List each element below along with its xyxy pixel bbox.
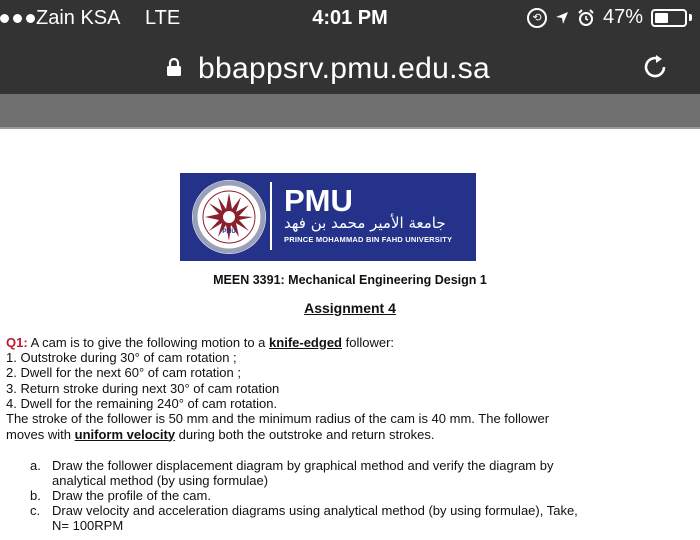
- assignment-title: [0, 300, 700, 316]
- task-item: [30, 503, 645, 533]
- carrier-name: Zain KSA: [36, 7, 121, 29]
- question-intro: [6, 335, 394, 350]
- question-label: Q1:: [6, 335, 28, 350]
- paragraph-text: moves with: [6, 426, 75, 442]
- motion-list: [6, 350, 279, 411]
- paragraph-keyword: uniform velocity: [74, 426, 176, 442]
- task-text: analytical method (by using formulae): [52, 473, 269, 488]
- battery-tip: [689, 14, 692, 21]
- rotation-lock-icon: ⟲: [527, 8, 547, 28]
- paragraph-line: The stroke of the follower is 50 mm and the minimum radius of the cam is 40 mm. The follower: [6, 411, 550, 426]
- assignment-title-text: Assignment 4: [304, 300, 396, 316]
- network-type: LTE: [145, 7, 181, 29]
- task-letter: a.: [30, 458, 41, 473]
- battery-level: [655, 13, 668, 23]
- list-item: 1. Outstroke during 30° of cam rotation ;: [6, 350, 237, 365]
- location-icon: [555, 11, 569, 25]
- lock-icon: [166, 58, 182, 76]
- logo-acronym: PMU: [284, 183, 353, 218]
- url-text[interactable]: bbappsrv.pmu.edu.sa: [198, 52, 490, 85]
- task-item: [30, 488, 645, 503]
- alarm-icon: [577, 9, 595, 27]
- seal-label: PMU: [222, 229, 236, 235]
- logo-divider: [270, 182, 272, 250]
- task-text: Draw the follower displacement diagram by graphical method and verify the diagram by: [52, 458, 554, 473]
- task-letter: c.: [30, 503, 41, 518]
- logo-arabic-name: جامعة الأمير محمد بن فهد: [284, 214, 446, 232]
- toolbar-strip: [0, 94, 700, 128]
- toolbar-divider: [0, 127, 700, 129]
- task-letter: b.: [30, 488, 41, 503]
- university-seal-icon: [191, 179, 267, 255]
- task-text: N= 100RPM: [52, 518, 124, 533]
- reload-icon[interactable]: [640, 52, 670, 82]
- question-intro-end: follower:: [342, 335, 395, 350]
- paragraph-text: during both the outstroke and return strokes.: [175, 426, 435, 442]
- question-keyword: knife-edged: [269, 335, 342, 350]
- question-paragraph: [6, 411, 696, 442]
- question-intro-text: A cam is to give the following motion to a: [27, 335, 270, 350]
- status-icons: [527, 6, 692, 29]
- task-text: Draw the profile of the cam.: [52, 488, 211, 503]
- list-item: 2. Dwell for the next 60° of cam rotation ;: [6, 365, 241, 381]
- list-item: 3. Return stroke during next 30° of cam rotation: [6, 380, 280, 396]
- paragraph-line: [6, 427, 696, 443]
- course-title: MEEN 3391: Mechanical Engineering Design 1: [213, 273, 487, 287]
- status-time: 4:01 PM: [312, 7, 388, 29]
- battery-icon: [651, 9, 687, 27]
- battery-percent: 47%: [602, 6, 643, 28]
- task-item: [30, 458, 645, 488]
- status-bar: [0, 0, 700, 38]
- task-text: Draw velocity and acceleration diagrams using analytical method (by using formulae), Take,: [52, 503, 578, 518]
- list-item: 4. Dwell for the remaining 240° of cam rotation.: [6, 395, 278, 411]
- logo-english-name: PRINCE MOHAMMAD BIN FAHD UNIVERSITY: [284, 235, 453, 244]
